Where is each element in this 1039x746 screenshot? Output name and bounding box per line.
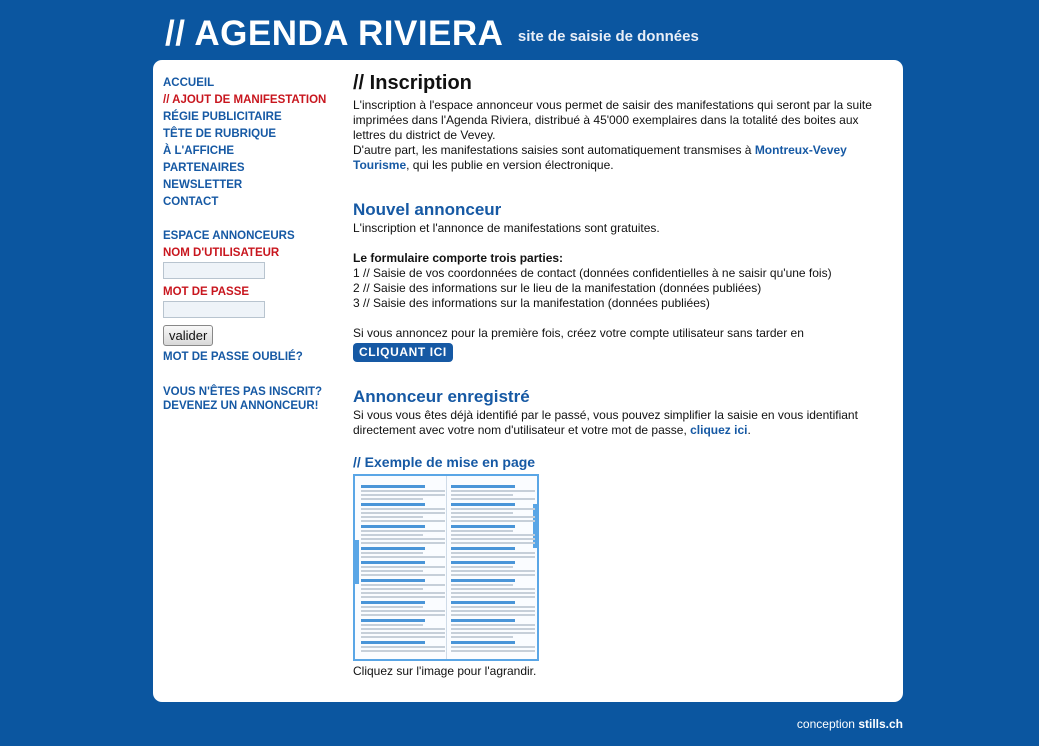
site-subtitle: site de saisie de données — [517, 28, 699, 45]
thumbnail-text-line — [451, 646, 535, 648]
login-submit-button[interactable]: valider — [163, 325, 213, 346]
thumbnail-text-line — [451, 579, 515, 582]
thumbnail-text-line — [451, 592, 535, 594]
thumbnail-text-line — [451, 498, 535, 500]
password-input[interactable] — [163, 301, 265, 318]
sidebar — [163, 75, 328, 413]
nav-item-contact[interactable]: CONTACT — [163, 196, 219, 208]
thumbnail-text-line — [361, 641, 425, 644]
thumbnail-text-line — [361, 628, 445, 630]
intro2-after: , qui les publie en version électronique. — [406, 158, 614, 172]
free-text: L'inscription et l'annonce de manifestations sont gratuites. — [353, 221, 660, 235]
thumbnail-text-line — [361, 552, 423, 554]
thumbnail-right-page — [451, 482, 535, 655]
thumbnail-text-line — [451, 534, 535, 536]
footer-credit — [797, 717, 903, 731]
layout-example-thumbnail[interactable] — [353, 474, 539, 661]
thumbnail-text-line — [451, 516, 535, 518]
thumbnail-text-line — [361, 516, 423, 518]
thumbnail-text-line — [361, 508, 445, 510]
register-line1: VOUS N'ÊTES PAS INSCRIT? — [163, 386, 323, 398]
main-content — [353, 70, 893, 679]
thumbnail-text-line — [361, 624, 423, 626]
thumbnail-text-line — [451, 619, 515, 622]
thumbnail-text-line — [361, 636, 445, 638]
thumbnail-text-line — [451, 561, 515, 564]
nav-item-a-laffiche[interactable]: À L'AFFICHE — [163, 145, 235, 157]
thumbnail-text-line — [451, 570, 535, 572]
thumbnail-text-line — [451, 503, 515, 506]
thumbnail-text-line — [451, 584, 513, 586]
registered-text — [353, 408, 893, 438]
thumbnail-text-line — [361, 650, 445, 652]
thumbnail-text-line — [361, 556, 445, 558]
thumbnail-text-line — [361, 619, 425, 622]
thumbnail-text-line — [361, 512, 445, 514]
thumbnail-text-line — [361, 503, 425, 506]
thumbnail-text-line — [451, 650, 535, 652]
thumbnail-text-line — [361, 588, 423, 590]
register-line2: DEVENEZ UN ANNONCEUR! — [163, 400, 319, 412]
form-part-2: 2 // Saisie des informations sur le lieu de la manifestation (données publiées) — [353, 281, 762, 295]
thumbnail-text-line — [361, 485, 425, 488]
thumbnail-fold — [446, 476, 447, 659]
montreux-vevey-tourisme-link[interactable]: Montreux-Vevey Tourisme — [353, 143, 847, 172]
thumbnail-text-line — [451, 490, 535, 492]
form-part-3: 3 // Saisie des informations sur la manifestation (données publiées) — [353, 296, 710, 310]
thumbnail-text-line — [451, 628, 535, 630]
thumbnail-text-line — [451, 614, 535, 616]
login-here-link[interactable]: cliquez ici — [690, 423, 748, 437]
thumbnail-text-line — [451, 588, 535, 590]
main-nav — [163, 75, 328, 211]
username-label: NOM D'UTILISATEUR — [163, 247, 280, 259]
thumbnail-text-line — [361, 646, 445, 648]
thumbnail-text-line — [451, 641, 515, 644]
form-parts-title: Le formulaire comporte trois parties: — [353, 251, 564, 265]
intro-text: L'inscription à l'espace annonceur vous permet de saisir des manifestations qui seront par la suite imprimées dans l'Agenda Riviera, distribué à 45'000 exemplaires dans la totalité des boites aux lettres du district de Vevey. — [353, 98, 872, 142]
thumbnail-text-line — [451, 494, 513, 496]
content-panel — [153, 60, 903, 702]
thumbnail-text-line — [451, 520, 535, 522]
footer-brand-link[interactable]: stills.ch — [858, 717, 903, 731]
thumbnail-text-line — [361, 494, 445, 496]
thumbnail-text-line — [451, 601, 515, 604]
thumbnail-text-line — [361, 570, 423, 572]
thumbnail-text-line — [451, 508, 535, 510]
password-label: MOT DE PASSE — [163, 286, 250, 298]
thumbnail-text-line — [361, 614, 445, 616]
thumbnail-text-line — [451, 610, 535, 612]
nav-item-newsletter[interactable]: NEWSLETTER — [163, 179, 243, 191]
thumbnail-text-line — [361, 525, 425, 528]
thumbnail-text-line — [361, 606, 423, 608]
thumbnail-text-line — [361, 592, 445, 594]
thumbnail-text-line — [451, 624, 535, 626]
thumbnail-text-line — [361, 530, 445, 532]
thumbnail-left-page — [361, 482, 445, 655]
intro2-before: D'autre part, les manifestations saisies sont automatiquement transmises à — [353, 143, 755, 157]
thumbnail-text-line — [361, 566, 445, 568]
footer-prefix: conception — [796, 717, 859, 731]
thumbnail-left-band — [355, 540, 359, 584]
thumbnail-text-line — [451, 556, 535, 558]
nav-item-tete-de-rubrique[interactable]: TÊTE DE RUBRIQUE — [163, 128, 277, 140]
thumbnail-text-line — [361, 534, 423, 536]
nav-item-accueil[interactable]: ACCUEIL — [163, 77, 215, 89]
thumbnail-text-line — [361, 574, 445, 576]
thumbnail-text-line — [361, 547, 425, 550]
thumbnail-text-line — [451, 552, 535, 554]
intro-text-2 — [353, 143, 893, 173]
thumbnail-text-line — [451, 596, 535, 598]
site-header — [165, 14, 699, 54]
thumbnail-text-line — [361, 490, 445, 492]
thumbnail-text-line — [361, 584, 445, 586]
nav-item-regie-publicitaire[interactable]: RÉGIE PUBLICITAIRE — [163, 111, 282, 123]
thumbnail-text-line — [361, 498, 423, 500]
thumbnail-text-line — [451, 530, 513, 532]
thumbnail-text-line — [451, 632, 535, 634]
thumbnail-text-line — [451, 542, 535, 544]
form-part-1: 1 // Saisie de vos coordonnées de contact (données confidentielles à ne saisir qu'une fois) — [353, 266, 832, 280]
thumbnail-text-line — [451, 636, 513, 638]
new-advertiser-heading: Nouvel annonceur — [353, 200, 502, 219]
register-link[interactable] — [163, 385, 328, 413]
thumbnail-text-line — [451, 512, 513, 514]
thumbnail-text-line — [361, 632, 445, 634]
thumbnail-text-line — [451, 525, 515, 528]
thumbnail-text-line — [451, 485, 515, 488]
thumbnail-caption: Cliquez sur l'image pour l'agrandir. — [353, 664, 537, 678]
first-time-text: Si vous annoncez pour la première fois, créez votre compte utilisateur sans tarder en — [353, 326, 804, 340]
nav-item-ajout-manifestation[interactable]: // AJOUT DE MANIFESTATION — [163, 94, 327, 106]
registered-text-after: . — [747, 423, 751, 437]
thumbnail-text-line — [451, 574, 535, 576]
thumbnail-text-line — [361, 601, 425, 604]
thumbnail-text-line — [451, 547, 515, 550]
forgot-password-link[interactable]: MOT DE PASSE OUBLIÉ? — [163, 351, 303, 363]
page-title: // Inscription — [353, 72, 472, 94]
registered-text-before: Si vous vous êtes déjà identifié par le passé, vous pouvez simplifier la saisie en vous identifiant directement avec votre nom d'utilisateur et votre mot de passe, — [353, 408, 858, 437]
thumbnail-text-line — [361, 579, 425, 582]
registered-advertiser-heading: Annonceur enregistré — [353, 387, 530, 406]
thumbnail-text-line — [451, 606, 535, 608]
thumbnail-text-line — [451, 538, 535, 540]
username-input[interactable] — [163, 262, 265, 279]
thumbnail-text-line — [361, 610, 445, 612]
thumbnail-text-line — [361, 596, 445, 598]
thumbnail-text-line — [361, 538, 445, 540]
thumbnail-text-line — [451, 566, 513, 568]
create-account-button[interactable]: CLIQUANT ICI — [353, 343, 453, 362]
thumbnail-text-line — [361, 561, 425, 564]
thumbnail-text-line — [361, 520, 445, 522]
layout-example-heading: // Exemple de mise en page — [353, 454, 536, 470]
nav-item-partenaires[interactable]: PARTENAIRES — [163, 162, 245, 174]
login-heading: ESPACE ANNONCEURS — [163, 230, 295, 242]
site-title: // AGENDA RIVIERA — [165, 14, 504, 53]
login-form — [163, 228, 328, 365]
thumbnail-text-line — [361, 542, 445, 544]
